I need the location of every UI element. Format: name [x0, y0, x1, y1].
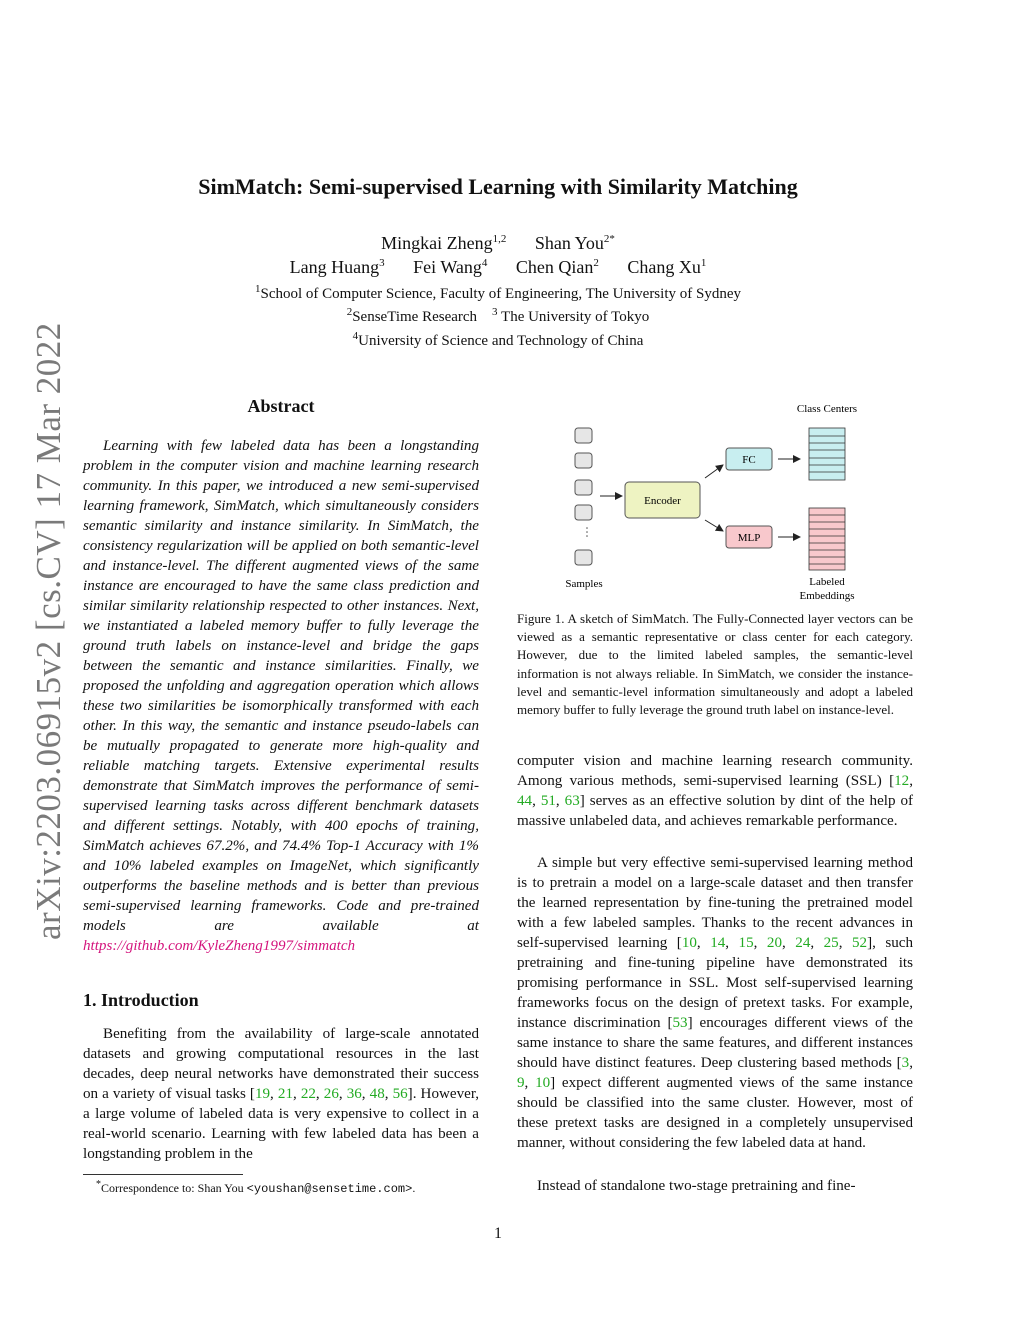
sample-box	[575, 505, 592, 520]
sample-box	[575, 550, 592, 565]
samples-label: Samples	[565, 578, 603, 590]
right-paragraph-1: computer vision and machine learning research community. Among various methods, semi-supervised learning (SSL) [12, 44, 51, 63] serves as an effective solution by dint of the help of massive unlabeled data, and achieves remarkable performance.	[517, 753, 914, 829]
code-link[interactable]: https://github.com/KyleZheng1997/simmatch	[83, 938, 356, 954]
arrow-encoder-mlp	[705, 520, 723, 531]
author: Lang Huang$^3$	[289, 257, 385, 277]
section-heading-introduction: 1. Introduction	[83, 990, 199, 1010]
sample-box	[575, 453, 592, 468]
class-centers-stack	[809, 428, 845, 480]
paper-title: SimMatch: Semi-supervised Learning with Similarity Matching	[198, 174, 798, 199]
author-line-1	[0, 233, 996, 254]
arxiv-identifier: arXiv:2203.06915v2 [cs.CV] 17 Mar 2022	[29, 322, 68, 940]
labeled-label: Labeled	[809, 576, 845, 588]
sample-box	[575, 480, 592, 495]
affiliation-1: $^1$School of Computer Science, Faculty of Engineering, The University of Sydney	[255, 283, 741, 302]
author: Chang Xu$^1$	[627, 257, 707, 277]
page-number: 1	[494, 1225, 502, 1242]
ellipsis-dots	[586, 527, 588, 537]
author: Shan You$^{2*}$	[534, 233, 615, 253]
author: Chen Qian$^2$	[515, 257, 599, 277]
affiliation-2-3: $^2$SenseTime Research $^3$ The University of Tokyo	[346, 306, 650, 325]
embeddings-label: Embeddings	[799, 590, 855, 602]
abstract-heading: Abstract	[247, 396, 315, 416]
author: Fei Wang$^4$	[413, 257, 488, 277]
class-centers-label: Class Centers	[796, 403, 858, 415]
author: Mingkai Zheng$^{1,2}$	[381, 233, 507, 253]
encoder-label: Encoder	[644, 495, 681, 507]
footnote: *Correspondence to: Shan You <youshan@sensetime.com>.	[96, 1179, 416, 1196]
mlp-label: MLP	[737, 532, 761, 544]
abstract-text: Learning with few labeled data has been a longstanding problem in the computer vision and machine learning research community. In this paper, we introduced a new semi-supervised learning framework, SimMatch, which simultaneously considers semantic similarity and instance similarity. In SimMatch, the consistency regularization will be applied on both semantic-level and instance-level. The different augmented views of the same instance are encouraged to have the same class prediction and similar similarity relationship respected to other instances. Next, we instantiated a labeled memory buffer to fully leverage the ground truth labels on instance-level and bridge the gaps between the semantic and instance similarities. Finally, we proposed the unfolding and aggregation operation which allows these two similarities be isomorphically transformed with each other. In this way, the semantic and instance pseudo-labels can be mutually propagated to generate more high-quality and reliable matching targets. Extensive experimental results demonstrate that SimMatch improves the performance of semi-supervised learning tasks across different benchmark datasets and different settings. Notably, with 400 epochs of training, SimMatch achieves 67.2%, and 74.4% Top-1 Accuracy with 1% and 10% labeled examples on ImageNet, which significantly outperforms the baseline methods and is better than previous semi-supervised learning frameworks. Code and pre-trained models are available at https://github.com/KyleZheng1997/simmatch	[83, 438, 479, 954]
intro-paragraph: Benefiting from the availability of large-scale annotated datasets and growing computational resources in the last decades, deep neural networks have demonstrated their success on a variety of visual tasks [19, 21, 22, 26, 36, 48, 56]. However, a large volume of labeled data is very expensive to collect in a real-world scenario. Learning with few labeled data has been a longstanding problem in the	[83, 1026, 480, 1162]
fc-label: FC	[742, 454, 756, 466]
sample-boxes	[575, 428, 592, 565]
arrow-encoder-fc	[705, 465, 723, 478]
figure-caption: Figure 1. A sketch of SimMatch. The Fully-Connected layer vectors can be viewed as a semantic representative or class center for each category. However, due to the limited labeled samples, the semantic-level information is not always reliable. In SimMatch, we consider the instance-level and semantic-level information simultaneously and adopt a labeled memory buffer to fully leverage the ground truth label on instance-level.	[517, 611, 913, 718]
labeled-embeddings-stack	[809, 508, 845, 570]
footnote-divider	[83, 1174, 243, 1175]
figure-simmatch-sketch	[560, 398, 880, 603]
right-paragraph-2: A simple but very effective semi-supervised learning method is to pretrain a model on a large-scale dataset and then transfer the learned representation by fine-tuning the pretrained model with a few labeled samples. Thanks to the recent advances in self-supervised learning [10, 14, 15, 20, 24, 25, 52], such pretraining and fine-tuning pipeline have demonstrated its promising performance in SSL. Most self-supervised learning frameworks focus on the design of pretext tasks. For example, instance discrimination [53] encourages different views of the same instance to share the same features, and different instances should have distinct features. Deep clustering based methods [3, 9, 10] expect different augmented views of the same instance should be classified into the same cluster. However, most of these pretext tasks are designed in a completely unsupervised manner, without considering the few labeled data at hand.	[517, 855, 914, 1151]
sample-box	[575, 428, 592, 443]
right-paragraph-3: Instead of standalone two-stage pretraining and fine-	[537, 1178, 856, 1194]
author-line-2	[0, 257, 996, 278]
affiliation-4: $^4$University of Science and Technology of China	[352, 330, 644, 349]
